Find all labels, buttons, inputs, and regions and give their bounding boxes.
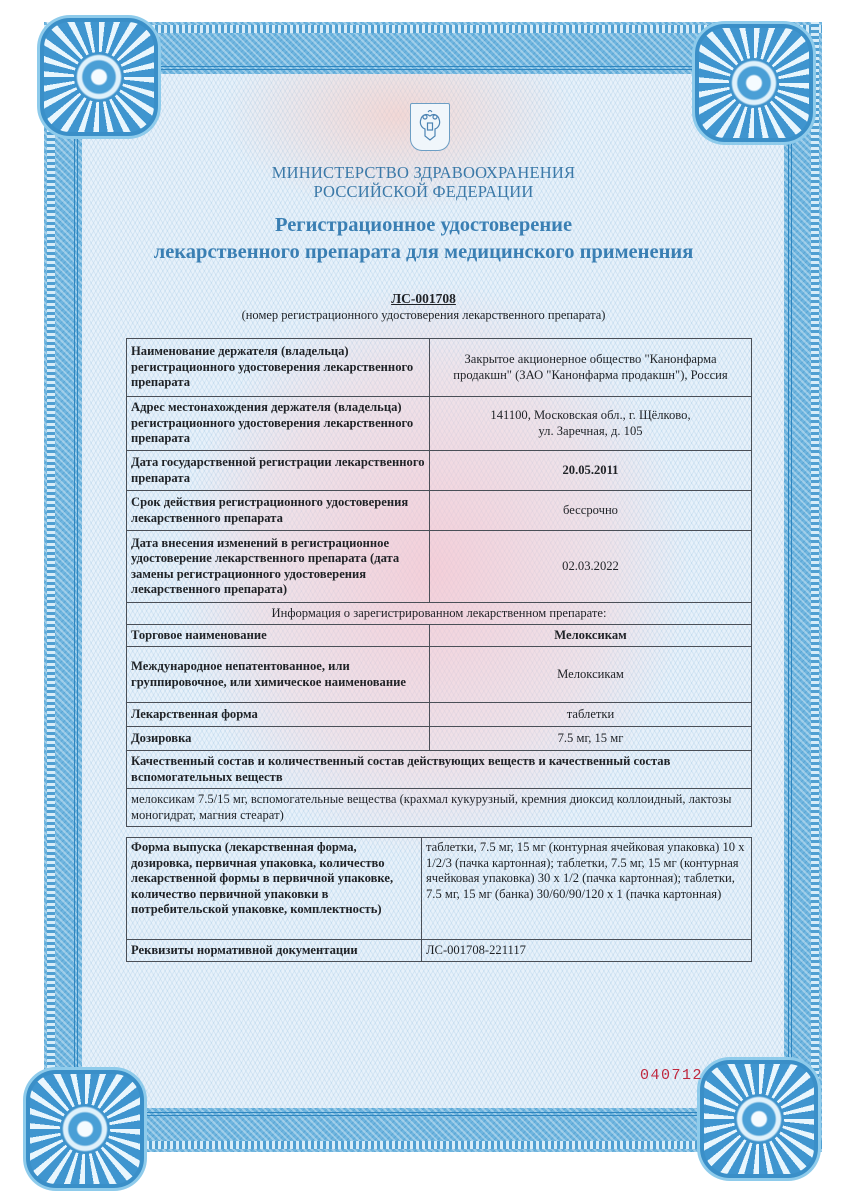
- coat-of-arms-icon: [410, 103, 450, 151]
- ministry-line-2: РОССИЙСКОЙ ФЕДЕРАЦИИ: [313, 182, 534, 201]
- double-headed-eagle-icon: [416, 110, 444, 144]
- row-label: Дата внесения изменений в регистрационное удостоверение лекарственного препарата (дата замены регистрационного удостоверения лекарственного препарата): [127, 531, 430, 603]
- table-row: [127, 339, 752, 397]
- ministry-line-1: МИНИСТЕРСТВО ЗДРАВООХРАНЕНИЯ: [271, 163, 576, 182]
- corner-rosette-icon: [40, 18, 158, 136]
- corner-rosette-icon: [26, 1070, 144, 1188]
- row-value: Мелоксикам: [430, 647, 752, 703]
- row-value: таблетки: [430, 703, 752, 727]
- composition-heading-row: [127, 751, 752, 789]
- registration-number-caption: (номер регистрационного удостоверения лекарственного препарата): [241, 308, 606, 322]
- row-label: Адрес местонахождения держателя (владельца) регистрационного удостоверения лекарственного препарата: [127, 397, 430, 451]
- table-row: [127, 727, 752, 751]
- registration-number: ЛС-001708: [391, 291, 456, 306]
- row-label: Наименование держателя (владельца) регистрационного удостоверения лекарственного препарата: [127, 339, 430, 397]
- table-row: [127, 531, 752, 603]
- row-label: Дозировка: [127, 727, 430, 751]
- ministry-name: [0, 163, 847, 201]
- row-label: Международное непатентованное, или группировочное, или химическое наименование: [127, 647, 430, 703]
- certificate-table: [126, 338, 752, 827]
- row-label: Реквизиты нормативной документации: [127, 940, 422, 962]
- table-row: [127, 397, 752, 451]
- row-value: таблетки, 7.5 мг, 15 мг (контурная ячейковая упаковка) 10 х 1/2/3 (пачка картонная); таблетки, 7.5 мг, 15 мг (контурная ячейковая упаковка) 30 х 1/2 (пачка картонная); таблетки, 7.5 мг, 15 мг (банка) 30/60/90/120 х 1 (пачка картонная): [422, 838, 752, 940]
- table-row: [127, 838, 752, 940]
- corner-rosette-icon: [695, 24, 813, 142]
- row-label: Торговое наименование: [127, 625, 430, 647]
- composition-text: мелоксикам 7.5/15 мг, вспомогательные вещества (крахмал кукурузный, кремния диоксид коллоидный, лактозы моногидрат, магния стеарат): [127, 789, 752, 827]
- row-value: Мелоксикам: [430, 625, 752, 647]
- title-line-2: лекарственного препарата для медицинского применения: [153, 241, 694, 263]
- form-serial-number: 040712: [640, 1067, 704, 1084]
- table-row: [127, 940, 752, 962]
- row-value: Закрытое акционерное общество "Канонфарма продакшн" (ЗАО "Канонфарма продакшн"), Россия: [430, 339, 752, 397]
- row-value: бессрочно: [430, 491, 752, 531]
- table-row: [127, 647, 752, 703]
- row-value: 141100, Московская обл., г. Щёлково, ул. Заречная, д. 105: [430, 397, 752, 451]
- composition-text-row: [127, 789, 752, 827]
- row-label: Форма выпуска (лекарственная форма, дозировка, первичная упаковка, количество лекарственной формы в первичной упаковке, количество первичной упаковки в потребительской упаковке, комплектность): [127, 838, 422, 940]
- table-row: [127, 625, 752, 647]
- document-title: [0, 212, 847, 266]
- table-row: [127, 451, 752, 491]
- row-value: 7.5 мг, 15 мг: [430, 727, 752, 751]
- table-row: [127, 491, 752, 531]
- section-heading-row: [127, 603, 752, 625]
- row-value: ЛС-001708-221117: [422, 940, 752, 962]
- release-table: [126, 837, 752, 962]
- corner-rosette-icon: [700, 1060, 818, 1178]
- row-label: Дата государственной регистрации лекарственного препарата: [127, 451, 430, 491]
- composition-heading: Качественный состав и количественный состав действующих веществ и качественный состав вспомогательных веществ: [127, 751, 752, 789]
- info-heading: Информация о зарегистрированном лекарственном препарате:: [127, 603, 752, 625]
- title-line-1: Регистрационное удостоверение: [274, 214, 573, 236]
- row-label: Срок действия регистрационного удостоверения лекарственного препарата: [127, 491, 430, 531]
- row-value: 02.03.2022: [430, 531, 752, 603]
- table-row: [127, 703, 752, 727]
- row-label: Лекарственная форма: [127, 703, 430, 727]
- row-value: 20.05.2011: [430, 451, 752, 491]
